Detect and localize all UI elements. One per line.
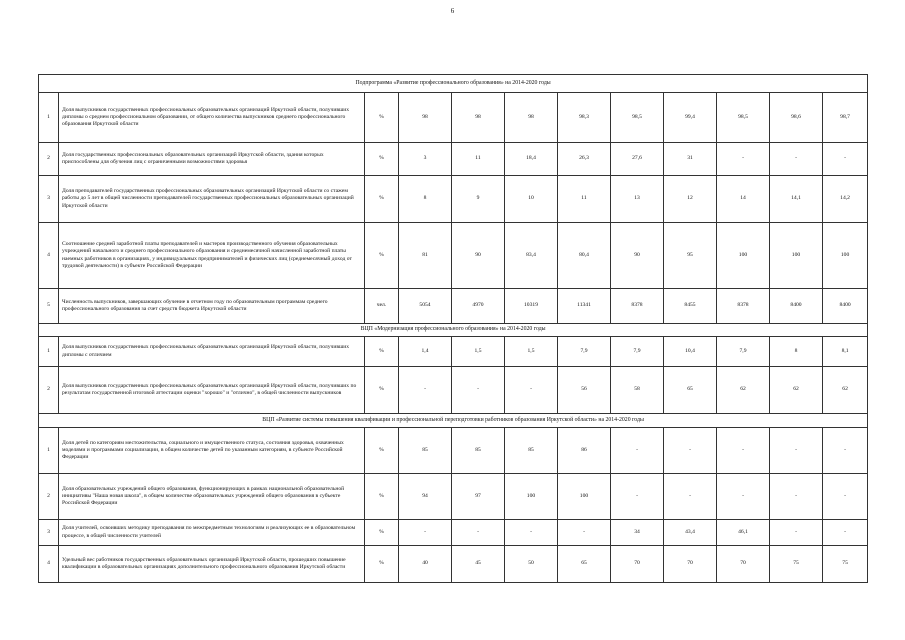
value-cell: 14,2	[823, 176, 868, 223]
row-number-cell: 4	[39, 223, 59, 289]
value-cell: 99,4	[664, 93, 717, 143]
row-number-cell: 1	[39, 93, 59, 143]
section-title: Подпрограмма «Развитие профессионального образования» на 2014-2020 годы	[39, 75, 868, 93]
value-cell: 7,9	[717, 337, 770, 367]
unit-cell: %	[365, 223, 399, 289]
value-cell: 7,9	[611, 337, 664, 367]
value-cell: 8378	[611, 289, 664, 324]
value-cell: 70	[611, 546, 664, 583]
value-cell: -	[770, 143, 823, 176]
table-row	[39, 367, 868, 414]
value-cell: 65	[558, 546, 611, 583]
section-header-row	[39, 75, 868, 93]
value-cell: 70	[664, 546, 717, 583]
table-row	[39, 520, 868, 546]
value-cell: -	[717, 428, 770, 474]
value-cell: 58	[611, 367, 664, 414]
table-row	[39, 289, 868, 324]
value-cell: 100	[823, 223, 868, 289]
table-row	[39, 93, 868, 143]
value-cell: 8455	[664, 289, 717, 324]
indicator-name-cell: Доля преподавателей государственных профессиональных образовательных организаций Иркутской области со стажем работы до 5 лет в общей численности преподавателей государственных профессиональных образовательных организаций Иркутской области	[59, 176, 365, 223]
value-cell: 10,4	[664, 337, 717, 367]
indicator-name-cell: Доля выпускников государственных профессиональных образовательных организаций Иркутской области, получивших дипломы о среднем профессиональном образовании, от общего количества выпускников среднего профессионального образования Иркутской области	[59, 93, 365, 143]
value-cell: -	[611, 428, 664, 474]
value-cell: 65	[664, 367, 717, 414]
row-number-cell: 1	[39, 428, 59, 474]
value-cell: 70	[717, 546, 770, 583]
indicator-name-cell: Доля государственных профессиональных образовательных организаций Иркутской области, здания которых приспособлены для обучения лиц с ограниченными возможностями здоровья	[59, 143, 365, 176]
value-cell: -	[452, 367, 505, 414]
value-cell: 50	[505, 546, 558, 583]
value-cell: -	[505, 520, 558, 546]
value-cell: -	[399, 367, 452, 414]
table-row	[39, 428, 868, 474]
indicator-name-cell: Соотношение средней заработной платы преподавателей и мастеров производственного обучения образовательных учреждений начального и среднего профессионального образования и среднемесячной начисленной заработной платы наемных работников в организациях, у индивидуальных предпринимателей и физических лиц (среднемесячный доход от трудовой деятельности) в субъекте Российской Федерации	[59, 223, 365, 289]
value-cell: 62	[823, 367, 868, 414]
value-cell: 90	[452, 223, 505, 289]
value-cell: 98,5	[611, 93, 664, 143]
value-cell: 8378	[717, 289, 770, 324]
value-cell: 34	[611, 520, 664, 546]
value-cell: 5054	[399, 289, 452, 324]
unit-cell: %	[365, 474, 399, 520]
unit-cell: %	[365, 546, 399, 583]
value-cell: 7,9	[558, 337, 611, 367]
value-cell: -	[452, 520, 505, 546]
value-cell: -	[611, 474, 664, 520]
value-cell: 98,7	[823, 93, 868, 143]
value-cell: 40	[399, 546, 452, 583]
value-cell: 81	[399, 223, 452, 289]
value-cell: 98,3	[558, 93, 611, 143]
section-title: ВЦП «Развитие системы повышения квалификации и профессиональной переподготовки работников образования Иркутской области» на 2014-2020 годы	[39, 414, 868, 428]
value-cell: -	[823, 428, 868, 474]
indicators-table	[38, 74, 868, 583]
indicator-name-cell: Доля образовательных учреждений общего образования, функционирующих в рамках национальной образовательной инициативы "Наша новая школа", в общем количестве образовательных учреждений общего образования в субъекте Российской Федерации	[59, 474, 365, 520]
value-cell: -	[770, 428, 823, 474]
value-cell: 85	[399, 428, 452, 474]
value-cell: 8,1	[823, 337, 868, 367]
value-cell: 1,5	[452, 337, 505, 367]
page-number: 6	[450, 7, 455, 15]
table-row	[39, 474, 868, 520]
value-cell: 100	[770, 223, 823, 289]
unit-cell: %	[365, 367, 399, 414]
value-cell: -	[664, 428, 717, 474]
value-cell: 98	[452, 93, 505, 143]
section-header-row	[39, 414, 868, 428]
value-cell: -	[717, 143, 770, 176]
value-cell: 100	[717, 223, 770, 289]
value-cell: 98	[505, 93, 558, 143]
value-cell: 4970	[452, 289, 505, 324]
table-row	[39, 176, 868, 223]
indicator-name-cell: Численность выпускников, завершающих обучение в отчетном году по образовательным программам среднего профессионального образования за счет средств бюджета Иркутской области	[59, 289, 365, 324]
value-cell: 12	[664, 176, 717, 223]
value-cell: 90	[611, 223, 664, 289]
value-cell: 86	[558, 428, 611, 474]
value-cell: 100	[558, 474, 611, 520]
table-row	[39, 223, 868, 289]
value-cell: 97	[452, 474, 505, 520]
unit-cell: %	[365, 93, 399, 143]
value-cell: 80,4	[558, 223, 611, 289]
unit-cell: %	[365, 143, 399, 176]
value-cell: 56	[558, 367, 611, 414]
value-cell: 8	[399, 176, 452, 223]
value-cell: -	[823, 143, 868, 176]
value-cell: 8400	[770, 289, 823, 324]
value-cell: -	[823, 520, 868, 546]
value-cell: -	[823, 474, 868, 520]
section-title: ВЦП «Модернизация профессионального образования» на 2014-2020 годы	[39, 324, 868, 337]
row-number-cell: 2	[39, 474, 59, 520]
indicator-name-cell: Доля детей по категориям местожительства, социального и имущественного статуса, состояния здоровья, охваченных моделями и программами социализации, в общем количестве детей по указанным категориям, в субъекте Российской Федерации	[59, 428, 365, 474]
value-cell: 98	[399, 93, 452, 143]
value-cell: 3	[399, 143, 452, 176]
value-cell: -	[558, 520, 611, 546]
value-cell: 10319	[505, 289, 558, 324]
value-cell: 1,4	[399, 337, 452, 367]
indicator-name-cell: Удельный вес работников государственных образовательных организаций Иркутской области, прошедших повышение квалификации в образовательных организациях дополнительного профессионального образования Иркутской области	[59, 546, 365, 583]
unit-cell: %	[365, 337, 399, 367]
value-cell: 85	[505, 428, 558, 474]
indicator-name-cell: Доля учителей, освоивших методику преподавания по межпредметным технологиям и реализующих ее в образовательном процессе, в общей численности учителей	[59, 520, 365, 546]
value-cell: 83,4	[505, 223, 558, 289]
value-cell: 14	[717, 176, 770, 223]
value-cell: 11341	[558, 289, 611, 324]
value-cell: 14,1	[770, 176, 823, 223]
value-cell: 45	[452, 546, 505, 583]
value-cell: 31	[664, 143, 717, 176]
value-cell: 95	[664, 223, 717, 289]
section-header-row	[39, 324, 868, 337]
row-number-cell: 5	[39, 289, 59, 324]
row-number-cell: 1	[39, 337, 59, 367]
value-cell: 11	[558, 176, 611, 223]
value-cell: 11	[452, 143, 505, 176]
value-cell: -	[505, 367, 558, 414]
value-cell: 1,5	[505, 337, 558, 367]
value-cell: 75	[823, 546, 868, 583]
table-row	[39, 143, 868, 176]
value-cell: 43,4	[664, 520, 717, 546]
value-cell: 98,5	[717, 93, 770, 143]
unit-cell: %	[365, 428, 399, 474]
value-cell: 26,3	[558, 143, 611, 176]
row-number-cell: 2	[39, 143, 59, 176]
row-number-cell: 2	[39, 367, 59, 414]
value-cell: 62	[770, 367, 823, 414]
row-number-cell: 3	[39, 520, 59, 546]
row-number-cell: 4	[39, 546, 59, 583]
value-cell: -	[399, 520, 452, 546]
value-cell: 27,6	[611, 143, 664, 176]
value-cell: -	[770, 474, 823, 520]
value-cell: 98,6	[770, 93, 823, 143]
value-cell: 13	[611, 176, 664, 223]
value-cell: -	[664, 474, 717, 520]
unit-cell: %	[365, 520, 399, 546]
value-cell: 18,4	[505, 143, 558, 176]
value-cell: -	[717, 474, 770, 520]
value-cell: 75	[770, 546, 823, 583]
unit-cell: %	[365, 176, 399, 223]
value-cell: 8	[770, 337, 823, 367]
unit-cell: чел.	[365, 289, 399, 324]
row-number-cell: 3	[39, 176, 59, 223]
table-row	[39, 337, 868, 367]
value-cell: -	[770, 520, 823, 546]
value-cell: 62	[717, 367, 770, 414]
value-cell: 10	[505, 176, 558, 223]
table-row	[39, 546, 868, 583]
value-cell: 100	[505, 474, 558, 520]
value-cell: 94	[399, 474, 452, 520]
value-cell: 85	[452, 428, 505, 474]
value-cell: 9	[452, 176, 505, 223]
indicator-name-cell: Доля выпускников государственных профессиональных образовательных организаций Иркутской области, получивших дипломы с отличием	[59, 337, 365, 367]
value-cell: 8400	[823, 289, 868, 324]
indicator-name-cell: Доля выпускников государственных профессиональных образовательных организаций Иркутской области, получивших по результатам государственной итоговой аттестации оценки "хорошо" и "отлично", в общей численности выпускников	[59, 367, 365, 414]
value-cell: 46,1	[717, 520, 770, 546]
